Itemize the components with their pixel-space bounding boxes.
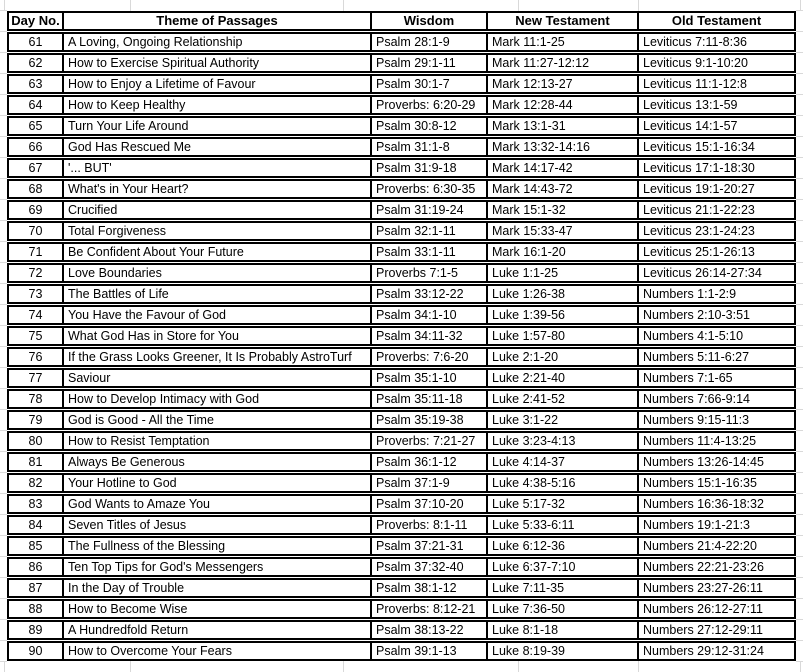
cell-theme[interactable]: A Hundredfold Return — [64, 622, 372, 638]
cell-day-no[interactable]: 87 — [9, 580, 64, 596]
cell-day-no[interactable]: 65 — [9, 118, 64, 134]
cell-wisdom[interactable]: Psalm 35:1-10 — [372, 370, 488, 386]
cell-new-testament[interactable]: Luke 6:37-7:10 — [488, 559, 639, 575]
sheet-gridline — [343, 0, 344, 11]
cell-wisdom[interactable]: Psalm 35:11-18 — [372, 391, 488, 407]
table-row — [7, 179, 796, 199]
cell-new-testament[interactable]: Luke 6:12-36 — [488, 538, 639, 554]
cell-new-testament[interactable]: Mark 16:1-20 — [488, 244, 639, 260]
cell-theme[interactable]: Total Forgiveness — [64, 223, 372, 239]
cell-old-testament[interactable]: Numbers 15:1-16:35 — [643, 476, 757, 490]
table-row — [7, 158, 796, 178]
column-header-theme[interactable]: Theme of Passages — [64, 13, 372, 29]
cell-old-testament[interactable]: Leviticus 11:1-12:8 — [643, 77, 747, 91]
cell-old-testament[interactable]: Numbers 11:4-13:25 — [643, 434, 757, 448]
cell-old-testament[interactable]: Leviticus 17:1-18:30 — [643, 161, 755, 175]
cell-day-no[interactable]: 81 — [9, 454, 64, 470]
cell-old-testament[interactable]: Leviticus 26:14-27:34 — [643, 266, 762, 280]
cell-theme[interactable]: You Have the Favour of God — [64, 307, 372, 323]
table-row — [7, 389, 796, 409]
cell-theme[interactable]: The Fullness of the Blessing — [64, 538, 372, 554]
cell-new-testament[interactable]: Luke 4:14-37 — [488, 454, 639, 470]
table-header-row — [7, 11, 796, 31]
cell-day-no[interactable]: 85 — [9, 538, 64, 554]
cell-day-no[interactable]: 74 — [9, 307, 64, 323]
cell-new-testament[interactable]: Mark 14:17-42 — [488, 160, 639, 176]
cell-day-no[interactable]: 61 — [9, 34, 64, 50]
sheet-gridline — [800, 661, 801, 672]
table-row — [7, 431, 796, 451]
cell-day-no[interactable]: 77 — [9, 370, 64, 386]
cell-wisdom[interactable]: Psalm 35:19-38 — [372, 412, 488, 428]
table-row — [7, 53, 796, 73]
cell-new-testament[interactable]: Luke 1:26-38 — [488, 286, 639, 302]
cell-new-testament[interactable]: Luke 1:1-25 — [488, 265, 639, 281]
sheet-gridline — [518, 661, 519, 672]
cell-old-testament[interactable]: Numbers 21:4-22:20 — [643, 539, 757, 553]
table-row — [7, 347, 796, 367]
cell-wisdom[interactable]: Proverbs: 8:1-11 — [372, 517, 488, 533]
cell-theme[interactable]: How to Become Wise — [64, 601, 372, 617]
cell-theme[interactable]: In the Day of Trouble — [64, 580, 372, 596]
table-row — [7, 368, 796, 388]
cell-new-testament[interactable]: Luke 7:36-50 — [488, 601, 639, 617]
cell-wisdom[interactable]: Psalm 34:11-32 — [372, 328, 488, 344]
table-row — [7, 242, 796, 262]
column-header-wisdom[interactable]: Wisdom — [372, 13, 488, 29]
cell-theme[interactable]: Be Confident About Your Future — [64, 244, 372, 260]
cell-old-testament[interactable]: Leviticus 14:1-57 — [643, 119, 738, 133]
cell-wisdom[interactable]: Psalm 30:1-7 — [372, 76, 488, 92]
cell-theme[interactable]: How to Exercise Spiritual Authority — [64, 55, 372, 71]
sheet-gridline — [0, 10, 7, 662]
column-header-new-testament[interactable]: New Testament — [488, 13, 639, 29]
cell-theme[interactable]: How to Keep Healthy — [64, 97, 372, 113]
cell-theme[interactable]: How to Develop Intimacy with God — [64, 391, 372, 407]
column-header-old-testament[interactable]: Old Testament — [671, 13, 762, 28]
cell-day-no[interactable]: 83 — [9, 496, 64, 512]
cell-wisdom[interactable]: Psalm 31:19-24 — [372, 202, 488, 218]
table-row — [7, 137, 796, 157]
table-row — [7, 284, 796, 304]
cell-day-no[interactable]: 82 — [9, 475, 64, 491]
cell-old-testament[interactable]: Leviticus 19:1-20:27 — [643, 182, 755, 196]
cell-theme[interactable]: Ten Top Tips for God's Messengers — [64, 559, 372, 575]
cell-theme[interactable]: Saviour — [64, 370, 372, 386]
cell-theme[interactable]: What's in Your Heart? — [64, 181, 372, 197]
cell-day-no[interactable]: 66 — [9, 139, 64, 155]
table-row — [7, 32, 796, 52]
table-row — [7, 305, 796, 325]
sheet-gridline — [638, 0, 639, 11]
cell-old-testament[interactable]: Numbers 23:27-26:11 — [643, 581, 763, 595]
cell-new-testament[interactable]: Luke 8:19-39 — [488, 643, 639, 659]
cell-theme[interactable]: Crucified — [64, 202, 372, 218]
table-row — [7, 578, 796, 598]
cell-day-no[interactable]: 72 — [9, 265, 64, 281]
cell-day-no[interactable]: 70 — [9, 223, 64, 239]
cell-theme[interactable]: Love Boundaries — [64, 265, 372, 281]
cell-day-no[interactable]: 89 — [9, 622, 64, 638]
cell-theme[interactable]: Turn Your Life Around — [64, 118, 372, 134]
table-row — [7, 74, 796, 94]
reading-plan-table — [7, 11, 796, 662]
cell-new-testament[interactable]: Mark 11:27-12:12 — [488, 55, 639, 71]
cell-old-testament[interactable]: Numbers 27:12-29:11 — [643, 623, 763, 637]
table-row — [7, 200, 796, 220]
cell-new-testament[interactable]: Luke 8:1-18 — [488, 622, 639, 638]
cell-wisdom[interactable]: Psalm 37:21-31 — [372, 538, 488, 554]
sheet-gridline — [638, 661, 639, 672]
cell-day-no[interactable]: 86 — [9, 559, 64, 575]
cell-theme[interactable]: God Has Rescued Me — [64, 139, 372, 155]
cell-old-testament[interactable]: Numbers 29:12-31:24 — [643, 644, 764, 658]
cell-theme[interactable]: How to Enjoy a Lifetime of Favour — [64, 76, 372, 92]
cell-old-testament[interactable]: Leviticus 9:1-10:20 — [643, 56, 748, 70]
cell-old-testament[interactable]: Numbers 4:1-5:10 — [643, 329, 744, 343]
column-header-day-no[interactable]: Day No. — [9, 13, 64, 29]
cell-new-testament[interactable]: Luke 7:11-35 — [488, 580, 639, 596]
cell-wisdom[interactable]: Proverbs 7:1-5 — [372, 265, 488, 281]
cell-old-testament[interactable]: Numbers 13:26-14:45 — [643, 455, 764, 469]
cell-new-testament[interactable]: Mark 14:43-72 — [488, 181, 639, 197]
cell-wisdom[interactable]: Psalm 37:10-20 — [372, 496, 488, 512]
cell-wisdom[interactable]: Proverbs: 7:6-20 — [372, 349, 488, 365]
sheet-gridline — [343, 661, 344, 672]
cell-old-testament[interactable]: Numbers 7:66-9:14 — [643, 392, 751, 406]
cell-theme[interactable]: How to Resist Temptation — [64, 433, 372, 449]
table-row — [7, 557, 796, 577]
sheet-gridline — [4, 661, 5, 672]
cell-wisdom[interactable]: Psalm 33:1-11 — [372, 244, 488, 260]
cell-old-testament[interactable]: Numbers 9:15-11:3 — [643, 413, 750, 427]
cell-new-testament[interactable]: Mark 13:32-14:16 — [488, 139, 639, 155]
cell-day-no[interactable]: 88 — [9, 601, 64, 617]
cell-day-no[interactable]: 67 — [9, 160, 64, 176]
cell-theme[interactable]: The Battles of Life — [64, 286, 372, 302]
cell-old-testament[interactable]: Leviticus 13:1-59 — [643, 98, 738, 112]
cell-theme[interactable]: What God Has in Store for You — [64, 328, 372, 344]
table-row — [7, 620, 796, 640]
cell-wisdom[interactable]: Psalm 32:1-11 — [372, 223, 488, 239]
cell-wisdom[interactable]: Proverbs: 6:30-35 — [372, 181, 488, 197]
cell-theme[interactable]: How to Overcome Your Fears — [64, 643, 372, 659]
cell-new-testament[interactable]: Luke 5:33-6:11 — [488, 517, 639, 533]
cell-wisdom[interactable]: Psalm 33:12-22 — [372, 286, 488, 302]
table-row — [7, 641, 796, 661]
table-row — [7, 221, 796, 241]
cell-theme[interactable]: Seven Titles of Jesus — [64, 517, 372, 533]
cell-theme[interactable]: If the Grass Looks Greener, It Is Probably AstroTurf — [64, 349, 372, 365]
table-row — [7, 473, 796, 493]
sheet-gridline — [796, 10, 803, 662]
cell-wisdom[interactable]: Psalm 36:1-12 — [372, 454, 488, 470]
cell-new-testament[interactable]: Luke 2:21-40 — [488, 370, 639, 386]
cell-new-testament[interactable]: Luke 5:17-32 — [488, 496, 639, 512]
cell-theme[interactable]: A Loving, Ongoing Relationship — [64, 34, 372, 50]
cell-new-testament[interactable]: Luke 2:41-52 — [488, 391, 639, 407]
table-row — [7, 263, 796, 283]
cell-day-no[interactable]: 90 — [9, 643, 64, 659]
cell-day-no[interactable]: 62 — [9, 55, 64, 71]
cell-day-no[interactable]: 71 — [9, 244, 64, 260]
cell-new-testament[interactable]: Mark 12:13-27 — [488, 76, 639, 92]
table-body — [7, 32, 796, 661]
cell-old-testament[interactable]: Numbers 16:36-18:32 — [643, 497, 764, 511]
table-row — [7, 452, 796, 472]
cell-day-no[interactable]: 64 — [9, 97, 64, 113]
cell-old-testament[interactable]: Numbers 2:10-3:51 — [643, 308, 751, 322]
cell-new-testament[interactable]: Mark 12:28-44 — [488, 97, 639, 113]
cell-wisdom[interactable]: Psalm 37:1-9 — [372, 475, 488, 491]
table-row — [7, 326, 796, 346]
table-row — [7, 536, 796, 556]
cell-wisdom[interactable]: Psalm 30:8-12 — [372, 118, 488, 134]
cell-old-testament[interactable]: Leviticus 7:11-8:36 — [643, 35, 747, 49]
cell-day-no[interactable]: 80 — [9, 433, 64, 449]
cell-day-no[interactable]: 75 — [9, 328, 64, 344]
cell-theme[interactable]: '... BUT' — [64, 160, 372, 176]
cell-new-testament[interactable]: Mark 13:1-31 — [488, 118, 639, 134]
table-row — [7, 515, 796, 535]
cell-wisdom[interactable]: Proverbs: 6:20-29 — [372, 97, 488, 113]
cell-old-testament[interactable]: Leviticus 23:1-24:23 — [643, 224, 755, 238]
cell-old-testament[interactable]: Numbers 22:21-23:26 — [643, 560, 764, 574]
sheet-gridline — [130, 0, 131, 11]
cell-wisdom[interactable]: Psalm 34:1-10 — [372, 307, 488, 323]
cell-new-testament[interactable]: Luke 4:38-5:16 — [488, 475, 639, 491]
table-row — [7, 494, 796, 514]
cell-new-testament[interactable]: Mark 15:33-47 — [488, 223, 639, 239]
cell-new-testament[interactable]: Luke 3:1-22 — [488, 412, 639, 428]
cell-day-no[interactable]: 79 — [9, 412, 64, 428]
cell-day-no[interactable]: 69 — [9, 202, 64, 218]
cell-new-testament[interactable]: Mark 11:1-25 — [488, 34, 639, 50]
cell-day-no[interactable]: 76 — [9, 349, 64, 365]
cell-wisdom[interactable]: Psalm 31:9-18 — [372, 160, 488, 176]
cell-old-testament[interactable]: Leviticus 15:1-16:34 — [643, 140, 755, 154]
cell-old-testament[interactable]: Leviticus 25:1-26:13 — [643, 245, 755, 259]
cell-new-testament[interactable]: Luke 2:1-20 — [488, 349, 639, 365]
cell-old-testament[interactable]: Numbers 7:1-65 — [643, 371, 733, 385]
cell-new-testament[interactable]: Luke 1:39-56 — [488, 307, 639, 323]
cell-wisdom[interactable]: Psalm 29:1-11 — [372, 55, 488, 71]
sheet-gridline — [518, 0, 519, 11]
cell-day-no[interactable]: 63 — [9, 76, 64, 92]
cell-theme[interactable]: God is Good - All the Time — [64, 412, 372, 428]
table-row — [7, 599, 796, 619]
cell-old-testament[interactable]: Numbers 19:1-21:3 — [643, 518, 751, 532]
cell-wisdom[interactable]: Psalm 39:1-13 — [372, 643, 488, 659]
cell-wisdom[interactable]: Psalm 28:1-9 — [372, 34, 488, 50]
cell-theme[interactable]: Your Hotline to God — [64, 475, 372, 491]
cell-day-no[interactable]: 73 — [9, 286, 64, 302]
table-row — [7, 116, 796, 136]
cell-wisdom[interactable]: Psalm 31:1-8 — [372, 139, 488, 155]
cell-new-testament[interactable]: Mark 15:1-32 — [488, 202, 639, 218]
cell-wisdom[interactable]: Proverbs: 8:12-21 — [372, 601, 488, 617]
cell-day-no[interactable]: 84 — [9, 517, 64, 533]
cell-old-testament[interactable]: Leviticus 21:1-22:23 — [643, 203, 755, 217]
cell-wisdom[interactable]: Psalm 38:13-22 — [372, 622, 488, 638]
cell-old-testament[interactable]: Numbers 26:12-27:11 — [643, 602, 763, 616]
cell-old-testament[interactable]: Numbers 5:11-6:27 — [643, 350, 750, 364]
cell-old-testament[interactable]: Numbers 1:1-2:9 — [643, 287, 737, 301]
cell-new-testament[interactable]: Luke 3:23-4:13 — [488, 433, 639, 449]
table-row — [7, 95, 796, 115]
cell-wisdom[interactable]: Proverbs: 7:21-27 — [372, 433, 488, 449]
cell-theme[interactable]: Always Be Generous — [64, 454, 372, 470]
table-row — [7, 410, 796, 430]
cell-theme[interactable]: God Wants to Amaze You — [64, 496, 372, 512]
cell-day-no[interactable]: 68 — [9, 181, 64, 197]
cell-new-testament[interactable]: Luke 1:57-80 — [488, 328, 639, 344]
cell-wisdom[interactable]: Psalm 37:32-40 — [372, 559, 488, 575]
sheet-gridline — [130, 661, 131, 672]
cell-day-no[interactable]: 78 — [9, 391, 64, 407]
cell-wisdom[interactable]: Psalm 38:1-12 — [372, 580, 488, 596]
